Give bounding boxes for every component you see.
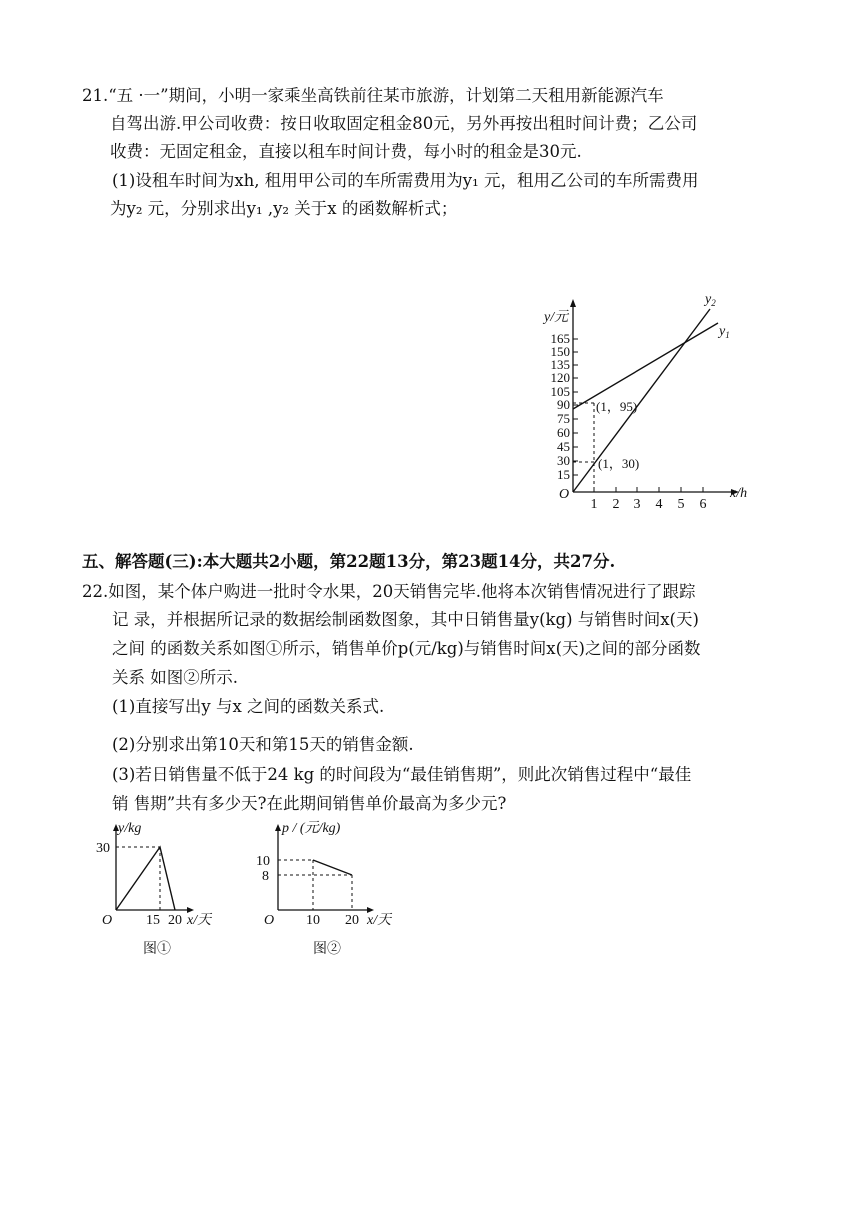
q22-line-5: (1)直接写出y 与x 之间的函数关系式. <box>112 697 385 716</box>
q21-line-2: 自驾出游.甲公司收费：按日收取固定租金80元，另外再按出租时间计费；乙公司 <box>110 114 698 133</box>
fig1-line <box>116 847 175 910</box>
q22-line-6: (2)分别求出第10天和第15天的销售金额. <box>112 735 414 754</box>
graph1-point-b-label: (1，30) <box>598 456 640 471</box>
graph1-ytick-150: 150 <box>550 344 570 359</box>
fig2-ytick-8: 8 <box>262 869 269 884</box>
graph1-ytick-30: 30 <box>557 453 570 468</box>
graph1-ytick-165: 165 <box>550 331 570 346</box>
graph1-xtick-4: 4 <box>655 497 663 512</box>
fig1-ytick-30: 30 <box>96 841 110 856</box>
graph1-xtick-6: 6 <box>699 497 707 512</box>
section5-heading: 五、解答题(三):本大题共2小题，第22题13分，第23题14分，共27分. <box>82 552 616 571</box>
q21-line-5: 为y₂ 元，分别求出y₁ ,y₂ 关于x 的函数解析式； <box>110 199 458 218</box>
q22-line-2: 记 录，并根据所记录的数据绘制函数图象，其中日销售量y(kg) 与销售时间x(天) <box>112 610 699 629</box>
fig2-origin: O <box>264 913 275 928</box>
fig2-xlabel: x/天 <box>367 913 392 928</box>
graph1-y-arrow <box>570 299 576 307</box>
graph1-ytick-120: 120 <box>550 370 570 385</box>
graph1-xtick-5: 5 <box>677 497 685 512</box>
sales-volume-graph <box>88 818 238 928</box>
fig2-caption: 图② <box>313 941 341 957</box>
graph1-xlabel: x/h <box>730 486 748 501</box>
q22-line-3: 之间 的函数关系如图①所示，销售单价p(元/kg)与销售时间x(天)之间的部分函数 <box>112 639 701 658</box>
graph1-line-y2 <box>573 309 710 492</box>
graph1-label-y2: $y_2$ <box>705 292 716 308</box>
q22-line-7: (3)若日销售量不低于24 kg 的时间段为“最佳销售期”，则此次销售过程中“最佳 <box>112 765 692 784</box>
fig1-xtick-20: 20 <box>168 913 182 928</box>
rental-cost-graph <box>525 285 785 515</box>
q22-line-8: 销 售期”共有多少天?在此期间销售单价最高为多少元? <box>112 794 507 813</box>
graph1-ylabel: y/元 <box>544 310 569 325</box>
graph1-point-a-label: (1，95) <box>596 399 638 414</box>
q21-line-1: 21.“五 ·一”期间，小明一家乘坐高铁前往某市旅游，计划第二天租用新能源汽车 <box>82 86 664 105</box>
graph1-origin: O <box>559 487 570 502</box>
q22-line-4: 关系 如图②所示. <box>112 668 238 687</box>
fig1-ylabel: y/kg <box>118 821 142 836</box>
graph1-label-y1: $y_1$ <box>719 324 730 340</box>
fig1-xlabel: x/天 <box>187 913 212 928</box>
graph1-ytick-105: 105 <box>550 384 570 399</box>
graph1-ytick-75: 75 <box>557 411 570 426</box>
fig2-line <box>313 860 352 875</box>
fig2-xtick-20: 20 <box>345 913 359 928</box>
q22-line-1: 22.如图，某个体户购进一批时令水果，20天销售完毕.他将本次销售情况进行了跟踪 <box>82 582 696 601</box>
q21-line-4: (1)设租车时间为xh, 租用甲公司的车所需费用为y₁ 元，租用乙公司的车所需费用 <box>112 171 699 190</box>
graph1-xtick-1: 1 <box>590 497 598 512</box>
fig2-ytick-10: 10 <box>256 854 270 869</box>
graph1-ytick-135: 135 <box>550 357 570 372</box>
fig1-xtick-15: 15 <box>146 913 160 928</box>
fig2-xtick-10: 10 <box>306 913 320 928</box>
graph1-ytick-15: 15 <box>557 467 570 482</box>
unit-price-graph <box>250 818 410 928</box>
graph1-ytick-90: 90 <box>557 397 570 412</box>
q21-line-3: 收费：无固定租金，直接以租车时间计费，每小时的租金是30元. <box>110 142 582 161</box>
fig1-caption: 图① <box>143 941 171 957</box>
graph1-xtick-2: 2 <box>612 497 620 512</box>
graph1-xtick-3: 3 <box>633 497 641 512</box>
graph1-ytick-45: 45 <box>557 439 570 454</box>
fig1-origin: O <box>102 913 113 928</box>
fig2-ylabel: p / (元/kg) <box>282 821 341 836</box>
graph1-ytick-60: 60 <box>557 425 570 440</box>
